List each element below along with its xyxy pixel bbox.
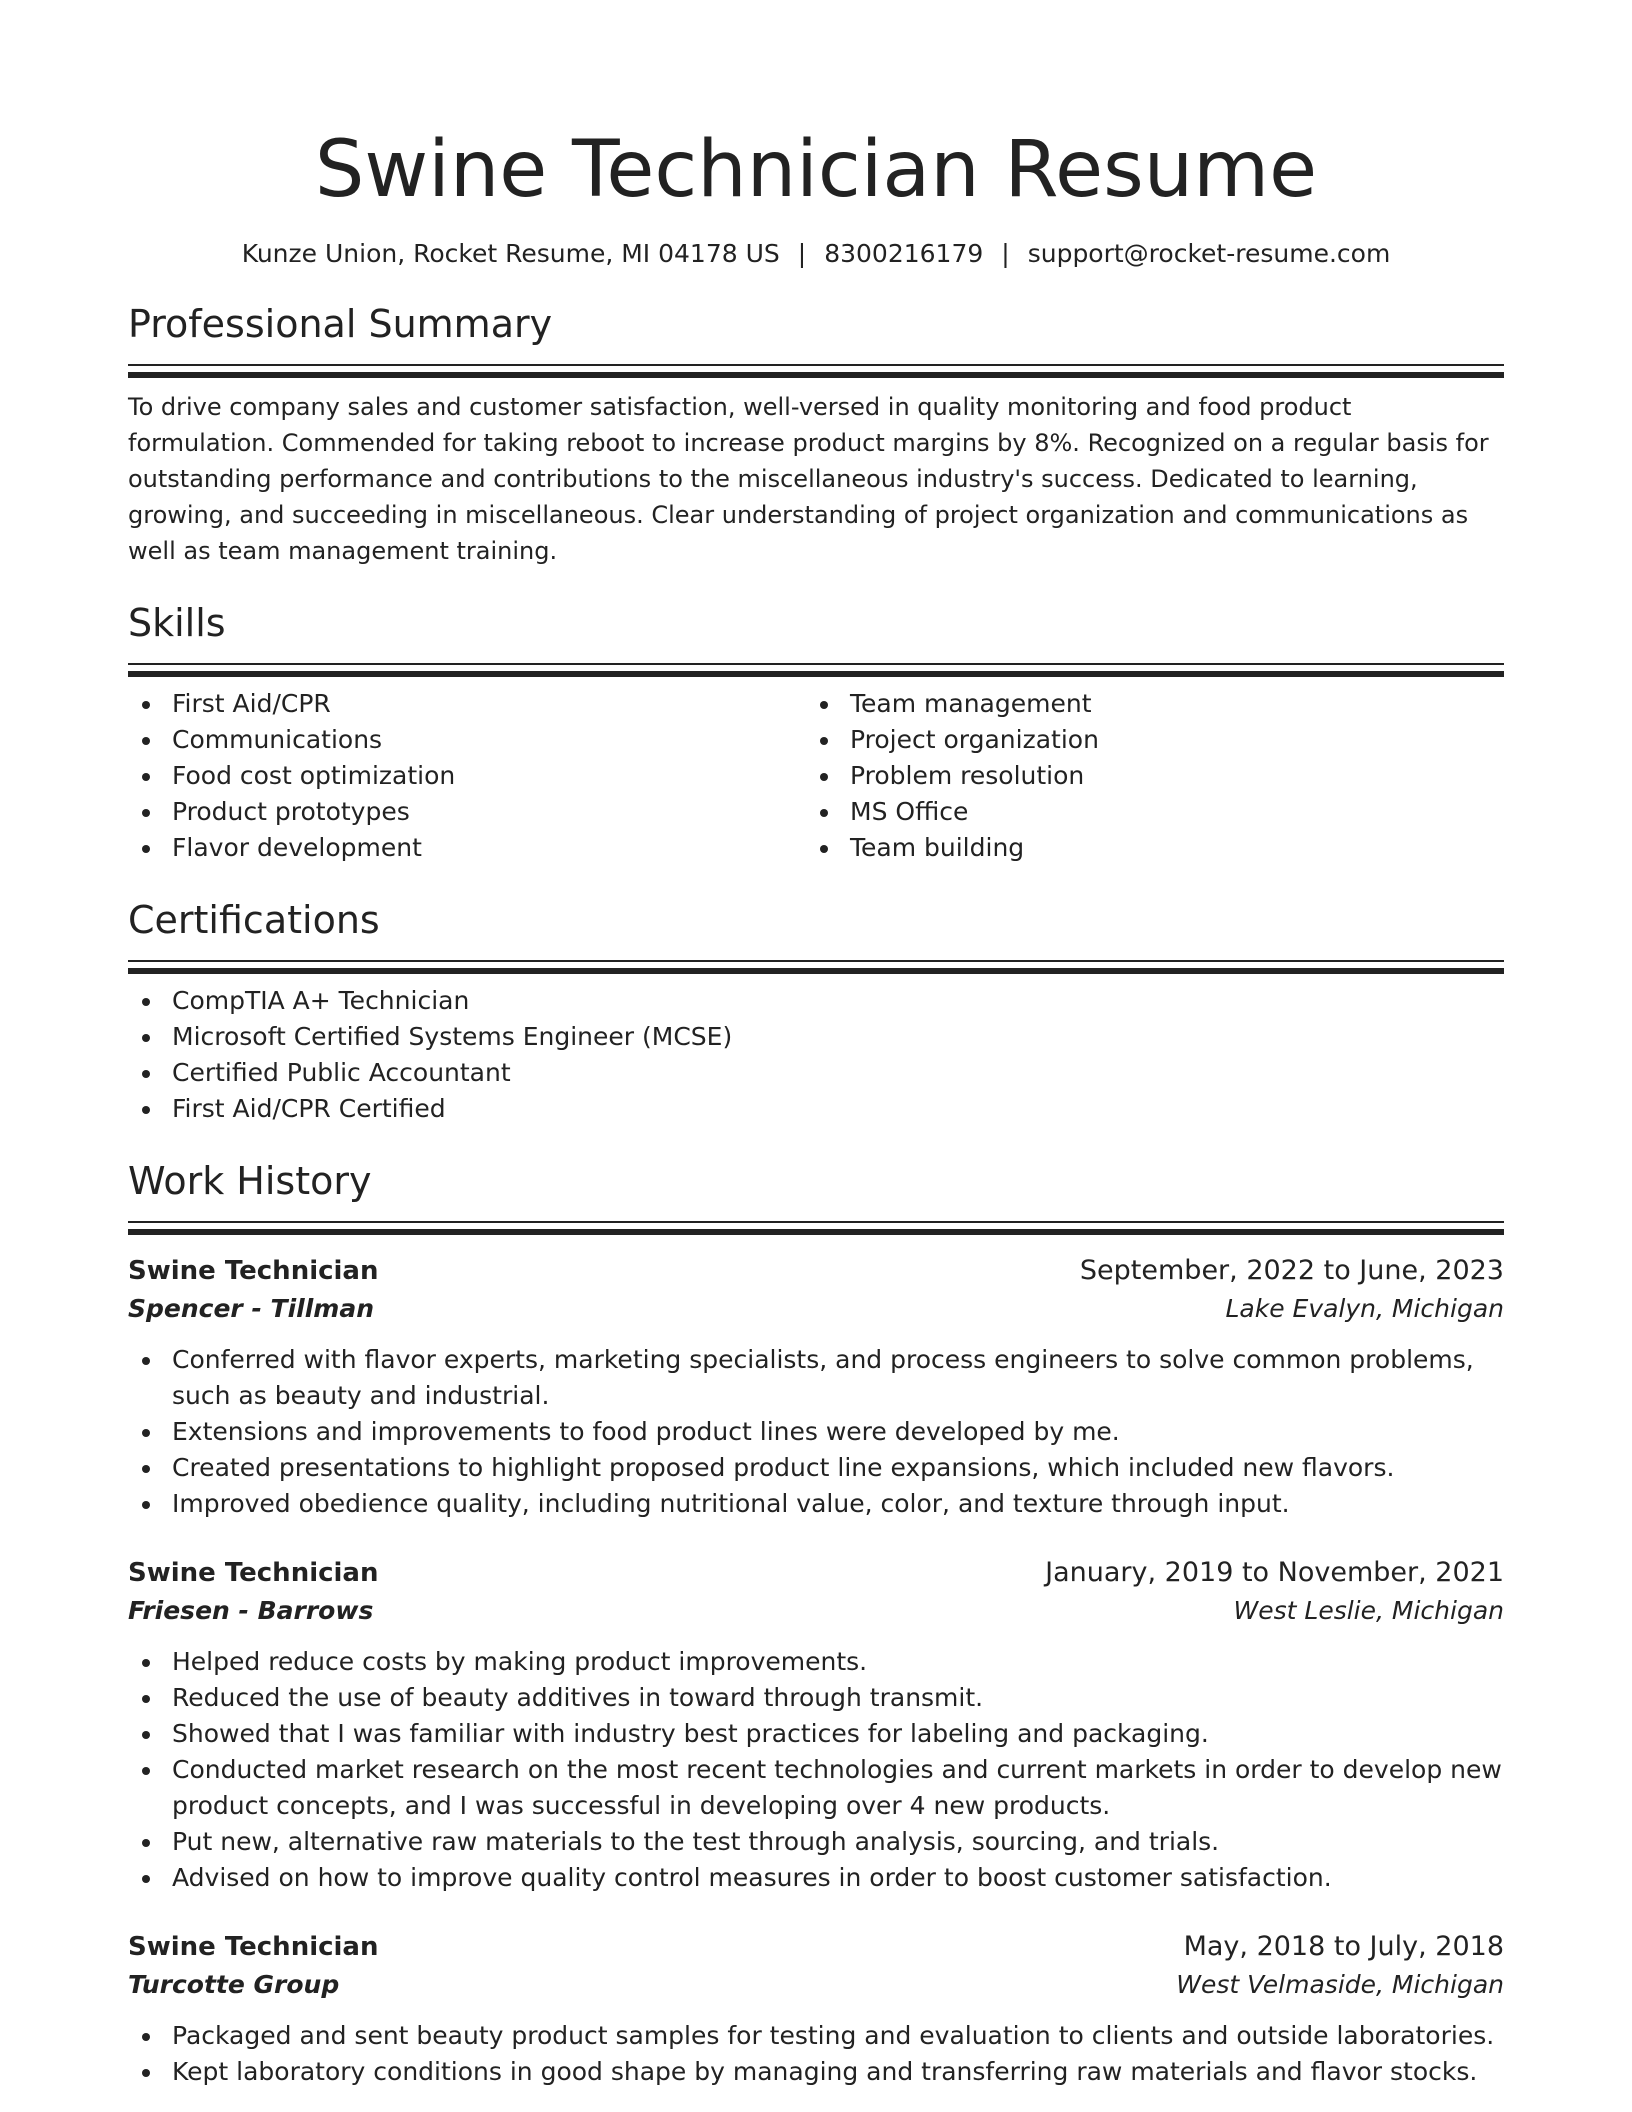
section-divider — [128, 1221, 1504, 1234]
job-bullet: Packaged and sent beauty product samples for testing and evaluation to clients and outside laboratories. — [128, 2018, 1504, 2054]
job-bullet: Advised on how to improve quality control measures in order to boost customer satisfaction. — [128, 1860, 1504, 1896]
job-bullet: Improved obedience quality, including nutritional value, color, and texture through input. — [128, 1486, 1504, 1522]
skill-item: Team building — [806, 830, 1484, 866]
certifications-list — [128, 983, 1504, 1127]
job-bullet: Conducted market research on the most recent technologies and current markets in order to develop new product concepts, and I was successful in developing over 4 new products. — [128, 1752, 1504, 1824]
resume-title: Swine Technician Resume — [314, 125, 1318, 215]
job-location: West Velmaside, Michigan — [1176, 1970, 1504, 1999]
job-bullet: Helped reduce costs by making product improvements. — [128, 1644, 1504, 1680]
certifications-section — [128, 896, 1504, 1127]
section-divider — [128, 960, 1504, 973]
skill-item: Product prototypes — [128, 794, 806, 830]
skill-item: Project organization — [806, 722, 1484, 758]
job-dates: September, 2022 to June, 2023 — [1079, 1255, 1504, 1286]
section-divider — [128, 364, 1504, 377]
job-bullet: Put new, alternative raw materials to the test through analysis, sourcing, and trials. — [128, 1824, 1504, 1860]
section-title-certifications: Certifications — [128, 898, 380, 942]
contact-address: Kunze Union, Rocket Resume, MI 04178 US — [241, 239, 780, 268]
certification-item: CompTIA A+ Technician — [128, 983, 1504, 1019]
job-company: Turcotte Group — [128, 1970, 340, 1999]
job-bullet: Kept laboratory conditions in good shape by managing and transferring raw materials and flavor stocks. — [128, 2054, 1504, 2090]
job-bullet: Created presentations to highlight proposed product line expansions, which included new flavors. — [128, 1450, 1504, 1486]
skill-item: Team management — [806, 686, 1484, 722]
section-title-summary: Professional Summary — [128, 302, 553, 346]
skill-item: Communications — [128, 722, 806, 758]
contact-separator: | — [1001, 239, 1010, 268]
job-subheader-row — [128, 1966, 1504, 2004]
skill-item: Problem resolution — [806, 758, 1484, 794]
skills-list-right — [806, 686, 1484, 866]
job-entry — [128, 1928, 1504, 2090]
job-subheader-row — [128, 1290, 1504, 1328]
job-dates: May, 2018 to July, 2018 — [1183, 1931, 1504, 1962]
work-history-section — [128, 1157, 1504, 2090]
job-title: Swine Technician — [128, 1256, 379, 1286]
contact-phone: 8300216179 — [824, 239, 984, 268]
skills-list-left — [128, 686, 806, 866]
job-header-row — [128, 1928, 1504, 1966]
resume-page — [128, 0, 1504, 2090]
skill-item: Food cost optimization — [128, 758, 806, 794]
job-bullet: Conferred with flavor experts, marketing specialists, and process engineers to solve common problems, such as beauty and industrial. — [128, 1342, 1504, 1414]
job-title: Swine Technician — [128, 1932, 379, 1962]
job-entry — [128, 1554, 1504, 1896]
job-header-row — [128, 1554, 1504, 1592]
certification-item: First Aid/CPR Certified — [128, 1091, 1504, 1127]
job-location: West Leslie, Michigan — [1233, 1596, 1504, 1625]
job-location: Lake Evalyn, Michigan — [1225, 1294, 1504, 1323]
job-bullets — [128, 1342, 1504, 1522]
job-bullet: Showed that I was familiar with industry best practices for labeling and packaging. — [128, 1716, 1504, 1752]
contact-email: support@rocket-resume.com — [1027, 239, 1391, 268]
section-divider — [128, 663, 1504, 676]
job-dates: January, 2019 to November, 2021 — [1045, 1557, 1504, 1588]
job-company: Friesen - Barrows — [128, 1596, 374, 1625]
job-bullets — [128, 1644, 1504, 1896]
skill-item: First Aid/CPR — [128, 686, 806, 722]
summary-text: To drive company sales and customer satisfaction, well-versed in quality monitoring and food product formulation. Commended for taking reboot to increase product margins by 8%. Recognized on a regular basis for outstanding performance and contributions to the miscellaneous industry's success. Dedicated to learning, growing, and succeeding in miscellaneous. Clear understanding of project organization and communications as well as team management training. — [128, 393, 1489, 565]
skill-item: Flavor development — [128, 830, 806, 866]
section-title-work-history: Work History — [128, 1159, 372, 1203]
job-entry — [128, 1252, 1504, 1522]
certification-item: Certified Public Accountant — [128, 1055, 1504, 1091]
skills-section — [128, 599, 1504, 866]
job-bullet: Extensions and improvements to food product lines were developed by me. — [128, 1414, 1504, 1450]
skill-item: MS Office — [806, 794, 1484, 830]
section-title-skills: Skills — [128, 601, 226, 645]
contact-line — [128, 238, 1504, 270]
job-subheader-row — [128, 1592, 1504, 1630]
job-title: Swine Technician — [128, 1558, 379, 1588]
job-bullet: Reduced the use of beauty additives in toward through transmit. — [128, 1680, 1504, 1716]
job-bullets — [128, 2018, 1504, 2090]
summary-section — [128, 300, 1504, 569]
skills-grid — [128, 686, 1504, 866]
job-company: Spencer - Tillman — [128, 1294, 375, 1323]
certification-item: Microsoft Certified Systems Engineer (MCSE) — [128, 1019, 1504, 1055]
job-header-row — [128, 1252, 1504, 1290]
contact-separator: | — [797, 239, 807, 268]
